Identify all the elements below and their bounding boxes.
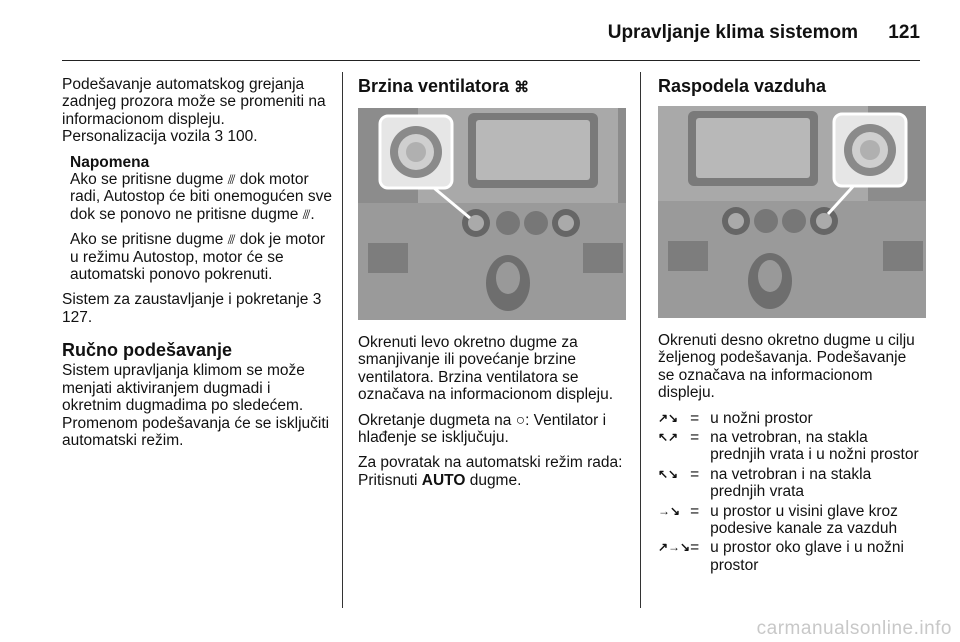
air-distribution-list (658, 410, 926, 577)
fan-icon: ⌘ (514, 79, 530, 96)
page-number: 121 (888, 22, 920, 43)
section-heading-fan: Brzina ventilatora ⌘ (358, 76, 530, 96)
note-block: Napomena Ako se pritisne dugme ⫻ dok motor radi, Autostop će biti onemogućen sve dok se ponovo ne pritisne dugme ⫻. (70, 153, 332, 223)
paragraph-fan-1: Okrenuti levo okretno dugme za smanjivanje ili povećanje brzine ventilatora. Brzina ventilatora se označava na informacionom displeju. (358, 334, 614, 404)
page-ref-link[interactable]: 3 127. (62, 291, 322, 326)
paragraph-air-1: Okrenuti desno okretno dugme u cilju željenog podešavanja. Podešavanje se označava na informacionom displeju. (658, 332, 915, 402)
column-middle (358, 76, 626, 497)
page-header (62, 20, 920, 61)
windscreen-icon: ↖↘ (658, 466, 679, 481)
paragraph-stop-start: Sistem za zaustavljanje i pokretanje 3 127. (62, 291, 322, 326)
page-ref-link[interactable]: 3 100. (214, 128, 258, 146)
paragraph-fan-2: Okretanje dugmeta na ○: Ventilator i hlađenje se isključuju. (358, 411, 607, 447)
section-heading-manual: Ručno podešavanje (62, 340, 233, 361)
watermark: carmanualsonline.info (756, 618, 952, 639)
list-item: ↗→↘ = u prostor oko glave i u nožni prostor (658, 539, 926, 576)
column-divider-1 (342, 72, 343, 608)
list-item: ↖↗ = na vetrobran, na stakla prednjih vrata i u nožni prostor (658, 429, 926, 466)
air-distribution-dial-photo (658, 106, 926, 318)
paragraph-fan-3: Za povratak na automatski režim rada: Pritisnuti AUTO dugme. (358, 454, 623, 489)
column-left (62, 76, 332, 457)
rear-defrost-icon: ⫻ (302, 206, 311, 222)
rear-defrost-icon: ⫻ (227, 232, 236, 248)
fan-dial-photo (358, 108, 626, 320)
paragraph-manual: Sistem upravljanja klimom se može menjati aktiviranjem dugmadi i okretnim dugmadima po sledećem. Promenom podešavanja će se isključiti automatski režim. (62, 362, 330, 449)
footwell-icon: ↗↘ (658, 410, 679, 425)
page-title: Upravljanje klima sistemom (607, 22, 858, 43)
off-icon: ○ (515, 411, 526, 429)
column-divider-2 (640, 72, 641, 608)
note-title: Napomena (70, 153, 150, 171)
paragraph-rear-window: Podešavanje automatskog grejanja zadnjeg prozora može se promeniti na informacionom displeju. Personalizacija vozila 3 100. (62, 76, 326, 146)
rear-defrost-icon: ⫻ (227, 172, 236, 188)
list-item: →↘ = u prostor u visini glave kroz podesive kanale za vazduh (658, 503, 926, 540)
section-heading-air-distribution: Raspodela vazduha (658, 76, 827, 96)
list-item: ↗↘ = u nožni prostor (658, 410, 926, 429)
windscreen-footwell-icon: ↖↗ (658, 430, 679, 445)
column-right (658, 76, 926, 576)
head-footwell-icon: ↗→↘ (658, 540, 691, 555)
note-paragraph-2: Ako se pritisne dugme ⫻ dok je motor u režimu Autostop, motor će se automatski ponovo pokrenuti. (70, 231, 326, 284)
auto-button-label: AUTO (421, 471, 466, 489)
list-item: ↖↘ = na vetrobran i na stakla prednjih vrata (658, 466, 926, 503)
head-level-icon: →↘ (658, 503, 681, 518)
